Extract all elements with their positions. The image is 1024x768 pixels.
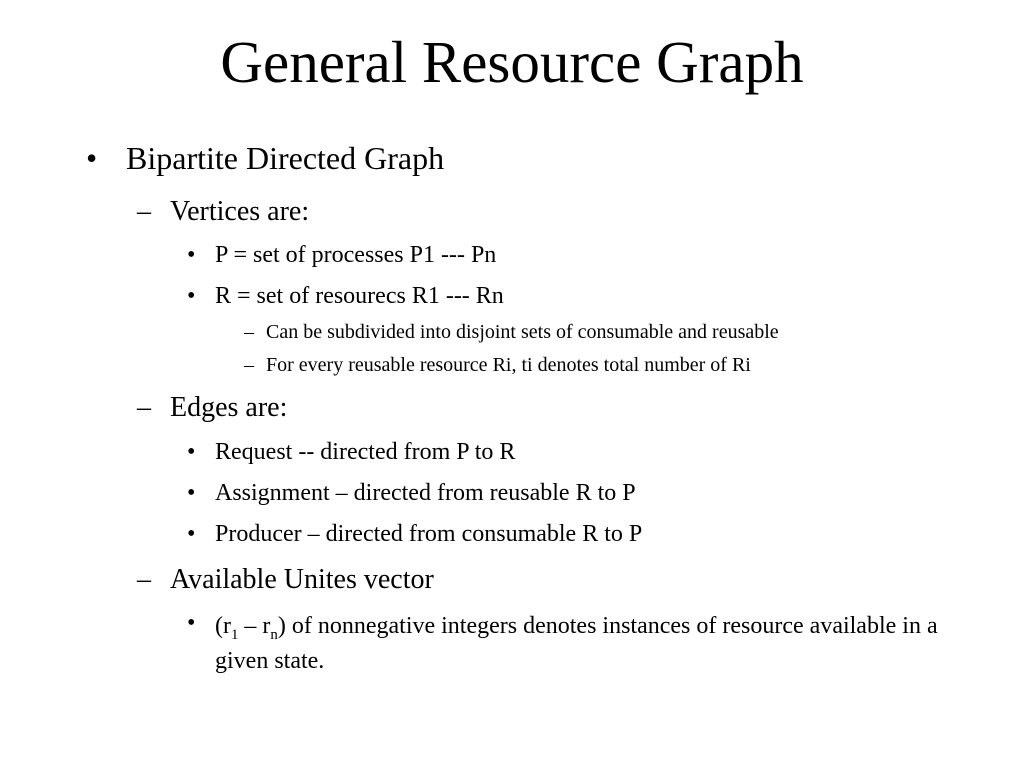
bullet-marker: • <box>86 140 98 176</box>
subscript: n <box>270 626 278 643</box>
bullet-text: P = set of processes P1 --- Pn <box>215 242 497 268</box>
bullet-level2 <box>137 195 310 229</box>
bullet-marker: • <box>187 242 196 268</box>
bullet-text: Vertices are: <box>170 196 310 227</box>
bullet-level4 <box>244 353 751 377</box>
text-part: ) of nonnegative integers denotes instances of resource available in a given state. <box>215 613 938 674</box>
bullet-text: Assignment – directed from reusable R to P <box>215 480 636 506</box>
bullet-text: Edges are: <box>170 392 288 423</box>
text-part: (r <box>215 613 231 639</box>
bullet-text: Can be subdivided into disjoint sets of consumable and reusable <box>266 321 779 343</box>
bullet-text: For every reusable resource Ri, ti denotes total number of Ri <box>266 354 751 376</box>
bullet-text: Bipartite Directed Graph <box>126 140 445 176</box>
bullet-marker: • <box>187 521 196 547</box>
bullet-level3 <box>187 282 504 311</box>
bullet-text: Request -- directed from P to R <box>215 439 516 465</box>
dash-marker: – <box>137 564 151 595</box>
dash-marker: – <box>244 321 254 343</box>
bullet-text: Producer – directed from consumable R to P <box>215 521 643 547</box>
bullet-level2 <box>137 391 288 425</box>
bullet-marker: • <box>187 480 196 506</box>
bullet-level3 <box>187 438 516 467</box>
bullet-level1 <box>86 139 445 177</box>
bullet-level3 <box>187 609 955 679</box>
dash-marker: – <box>137 196 151 227</box>
bullet-text: Available Unites vector <box>170 564 434 595</box>
bullet-level4 <box>244 320 779 344</box>
bullet-marker: • <box>187 610 196 636</box>
text-part: – r <box>238 613 271 639</box>
bullet-level3 <box>187 479 636 508</box>
bullet-text <box>215 609 955 679</box>
bullet-marker: • <box>187 283 196 309</box>
bullet-text: R = set of resourecs R1 --- Rn <box>215 283 504 309</box>
dash-marker: – <box>137 392 151 423</box>
bullet-level3 <box>187 241 497 270</box>
bullet-level3 <box>187 520 643 549</box>
slide-title: General Resource Graph <box>220 29 804 95</box>
dash-marker: – <box>244 354 254 376</box>
bullet-marker: • <box>187 439 196 465</box>
bullet-level2 <box>137 563 434 597</box>
subscript: 1 <box>230 626 239 643</box>
